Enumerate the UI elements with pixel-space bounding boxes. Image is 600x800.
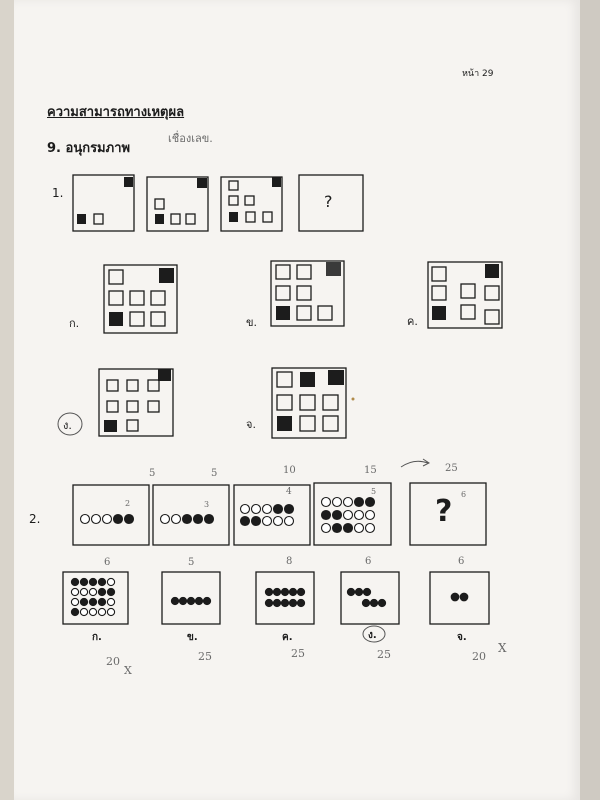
black-dot (183, 515, 192, 524)
white-dot (355, 511, 364, 520)
black-dot (370, 599, 377, 606)
black-dot (344, 524, 353, 533)
white-dot (252, 505, 261, 514)
black-dot (274, 505, 283, 514)
q2-bottom-note-a: 20 (106, 655, 120, 668)
q2-seq-note-3: 10 (283, 465, 296, 476)
black-dot (289, 588, 296, 595)
q1-question-mark: ? (324, 192, 333, 211)
white-dot (274, 517, 283, 526)
page-number: หน้า 29 (462, 69, 494, 79)
q2-choice-d-label: ง. (368, 630, 377, 641)
black-dot (322, 511, 331, 520)
q2-choice-frame-d (341, 572, 399, 624)
black-dot (98, 578, 105, 585)
q1-choice-b-label: ข. (246, 316, 258, 329)
black-dot (333, 511, 342, 520)
white-dot (355, 524, 364, 533)
white-dot (263, 517, 272, 526)
q2-cross-mark-a: X (124, 664, 132, 677)
black-dot (363, 588, 370, 595)
q2-choice-b-label: ข. (187, 632, 198, 643)
white-dot (263, 505, 272, 514)
black-dot (241, 517, 250, 526)
white-dot (80, 608, 87, 615)
black-dot (80, 598, 87, 605)
q2-choice-note-b: 5 (188, 557, 195, 568)
black-dot (451, 593, 459, 601)
q2-inner-note-3: 4 (286, 487, 292, 497)
white-dot (366, 524, 375, 533)
black-dot (281, 588, 288, 595)
white-dot (172, 515, 181, 524)
black-dot (80, 578, 87, 585)
white-dot (71, 588, 78, 595)
q2-seq-note-4: 15 (364, 465, 377, 476)
white-dot (322, 498, 331, 507)
white-dot (285, 517, 294, 526)
black-dot (265, 588, 272, 595)
q2-inner-note-2: 3 (204, 500, 210, 509)
black-dot (125, 515, 134, 524)
black-dot (355, 498, 364, 507)
white-dot (344, 511, 353, 520)
black-dot (297, 588, 304, 595)
white-dot (89, 588, 96, 595)
black-dot (362, 599, 369, 606)
q1-choice-a-label: ก. (69, 317, 80, 330)
handwritten-note: เชื่องเลข. (168, 132, 213, 145)
q2-seq-note-1: 5 (149, 468, 156, 479)
black-dot (273, 588, 280, 595)
black-dot (289, 599, 296, 606)
white-dot (81, 515, 90, 524)
black-dot (355, 588, 362, 595)
black-dot (179, 597, 186, 604)
q2-cross-mark-e: X (498, 641, 507, 655)
white-dot (322, 524, 331, 533)
white-dot (107, 608, 114, 615)
q2-bottom-note-d: 25 (377, 648, 391, 661)
question-heading: 9. อนุกรมภาพ (47, 141, 131, 156)
q1-choice-e-label: จ. (246, 418, 256, 431)
white-dot (98, 608, 105, 615)
white-dot (107, 578, 114, 585)
white-dot (333, 498, 342, 507)
white-dot (103, 515, 112, 524)
black-dot (71, 608, 78, 615)
black-dot (195, 597, 202, 604)
black-dot (347, 588, 354, 595)
section-title: ความสามารถทางเหตุผล (47, 105, 185, 120)
q2-inner-note-1: 2 (125, 499, 131, 508)
black-dot (273, 599, 280, 606)
black-dot (205, 515, 214, 524)
black-dot (107, 588, 114, 595)
black-dot (171, 597, 178, 604)
black-dot (366, 498, 375, 507)
black-dot (460, 593, 468, 601)
q2-question-mark: ? (435, 494, 453, 529)
black-dot (89, 578, 96, 585)
q2-inner-note-5: 6 (461, 490, 467, 499)
black-dot (285, 505, 294, 514)
q2-bottom-note-c: 25 (291, 647, 305, 660)
q2-choice-note-e: 6 (458, 556, 465, 567)
q2-choice-frame-c (256, 572, 314, 624)
q2-choice-c-label: ค. (282, 632, 293, 643)
white-dot (92, 515, 101, 524)
black-dot (252, 517, 261, 526)
white-dot (89, 608, 96, 615)
q2-seq-frame-3 (234, 485, 310, 545)
black-dot (194, 515, 203, 524)
white-dot (366, 511, 375, 520)
black-dot (114, 515, 123, 524)
q2-choice-e-label: จ. (457, 632, 467, 643)
q2-choice-frame-e (430, 572, 489, 624)
q2-bottom-note-b: 25 (198, 650, 212, 663)
q2-seq-note-2: 5 (211, 468, 218, 479)
black-dot (89, 598, 96, 605)
q2-choice-note-d: 6 (365, 556, 372, 567)
black-dot (333, 524, 342, 533)
q2-choice-note-c: 8 (286, 556, 293, 567)
white-dot (241, 505, 250, 514)
black-dot (187, 597, 194, 604)
black-dot (71, 578, 78, 585)
q2-seq-note-5: 25 (445, 463, 458, 474)
white-dot (161, 515, 170, 524)
q1-choice-d-label: ง. (63, 419, 72, 432)
black-dot (281, 599, 288, 606)
white-dot (80, 588, 87, 595)
q2-choice-note-a: 6 (104, 557, 111, 568)
white-dot (107, 598, 114, 605)
q2-bottom-note-e: 20 (472, 650, 486, 663)
black-dot (265, 599, 272, 606)
q2-inner-note-4: 5 (371, 487, 377, 496)
black-dot (98, 598, 105, 605)
q2-label: 2. (29, 512, 41, 526)
black-dot (378, 599, 385, 606)
q2-choice-a-label: ก. (92, 632, 102, 643)
black-dot (203, 597, 210, 604)
white-dot (71, 598, 78, 605)
white-dot (344, 498, 353, 507)
q1-choice-c-label: ค. (407, 315, 418, 328)
q1-label: 1. (52, 186, 64, 200)
black-dot (98, 588, 105, 595)
black-dot (297, 599, 304, 606)
